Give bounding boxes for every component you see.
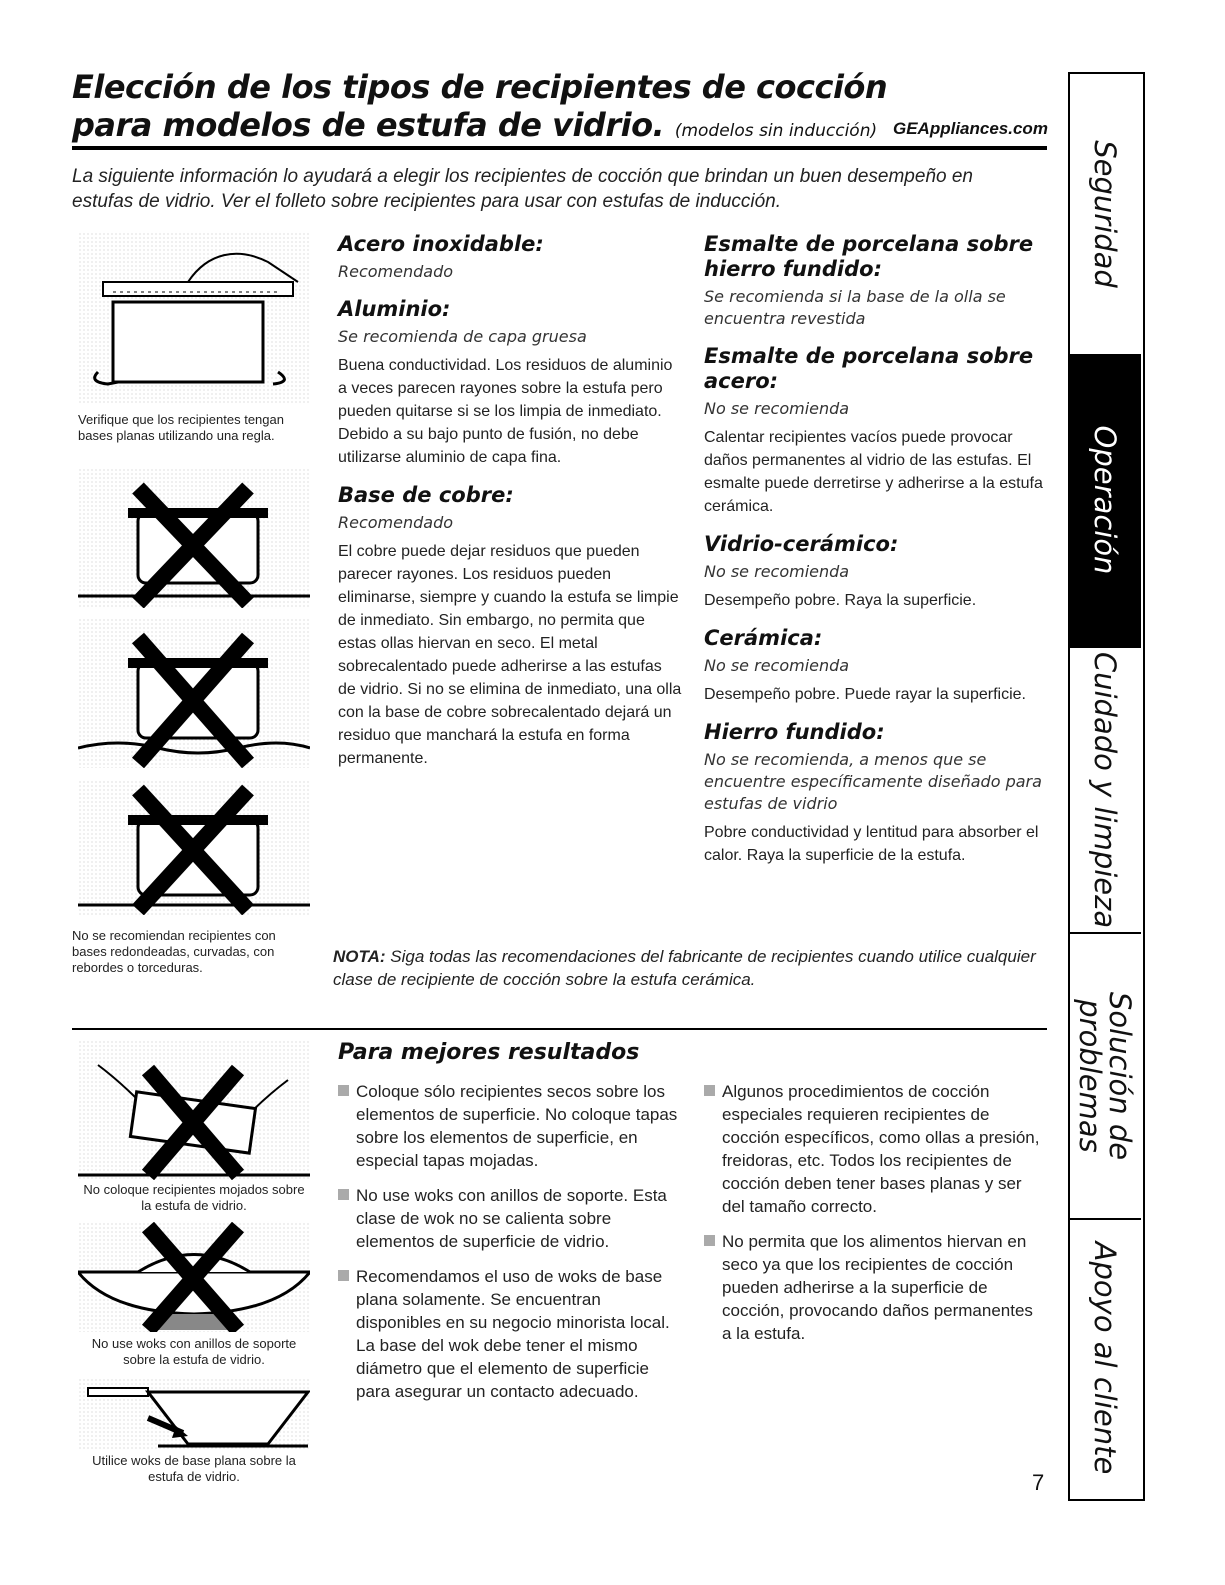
bullet-text: Recomendamos el uso de woks de base plana solamente. Se encuentran disponibles en su negocio minorista local. La base del wok debe tener el mismo diámetro que el elemento de superficie para asegurar un contacto adecuado. xyxy=(356,1267,670,1401)
caption-flat-wok: Utilice woks de base plana sobre la estufa de vidrio. xyxy=(92,1453,296,1484)
pot-crossed-icon xyxy=(78,780,310,915)
wet-pan-illustration xyxy=(78,1040,310,1180)
material-body: Pobre conductividad y lentitud para absorber el calor. Raya la superficie de la estufa. xyxy=(704,824,1039,864)
bullet-text: Coloque sólo recipientes secos sobre los elementos de superficie. No coloque tapas sobre los elementos de superficie, en especial tapas mojadas. xyxy=(356,1082,678,1170)
intro-text: La siguiente información lo ayudará a elegir los recipientes de cocción que brindan un buen desempeño en estufas de vidrio. Ver el folleto sobre recipientes para usar con estufas de inducción. xyxy=(72,166,973,212)
tab-apoyo[interactable] xyxy=(1068,1220,1141,1495)
page-title xyxy=(72,68,887,150)
wet-pan-crossed-icon xyxy=(78,1040,310,1180)
section-rule xyxy=(72,1028,1047,1030)
material-ceramic xyxy=(704,626,1049,706)
material-recommendation: Se recomienda si la base de la olla se encuentra revestida xyxy=(704,287,1006,328)
list-item xyxy=(338,1265,683,1403)
note-label: NOTA: xyxy=(333,947,386,966)
site-link[interactable]: GEAppliances.com xyxy=(893,119,1048,138)
material-stainless xyxy=(338,232,683,283)
note-text: Siga todas las recomendaciones del fabricante de recipientes cuando utilice cualquier clase de recipiente de cocción sobre la estufa cerámica. xyxy=(333,947,1036,989)
material-heading: Base de cobre: xyxy=(338,483,514,507)
material-glass-ceramic xyxy=(704,532,1049,612)
bullet-text: No use woks con anillos de soporte. Esta clase de wok no se calienta sobre elementos de superficie de vidrio. xyxy=(356,1186,667,1251)
material-body: El cobre puede dejar residuos que pueden parecer rayones. Los residuos pueden eliminarse, siempre y cuando la estufa se limpie de inmediato. Sin embargo, no permita que estas ollas hiervan en seco. El metal sobrecalentado puede adherirse a las estufas de vidrio. Si no se elimina de inmediato, una olla con la base de cobre sobrecalentado dejará un residuo que manchará la estufa en forma permanente. xyxy=(338,543,682,767)
material-recommendation: Recomendado xyxy=(338,262,454,281)
material-heading: Cerámica: xyxy=(704,626,823,650)
material-recommendation: No se recomienda xyxy=(704,399,850,418)
material-heading: Vidrio-cerámico: xyxy=(704,532,899,556)
tab-label: Cuidado y limpieza xyxy=(1087,651,1122,929)
note xyxy=(333,945,1048,991)
rounded-pot-illustration xyxy=(78,468,310,608)
title-line-2: para modelos de estufa de vidrio. xyxy=(72,106,665,144)
material-heading: Aluminio: xyxy=(338,297,451,321)
bullet-icon xyxy=(704,1235,715,1246)
tab-seguridad[interactable] xyxy=(1068,74,1141,354)
material-recommendation: No se recomienda xyxy=(704,656,850,675)
best-results-heading: Para mejores resultados xyxy=(338,1040,640,1065)
tab-label: Seguridad xyxy=(1087,140,1122,288)
tab-operacion[interactable] xyxy=(1068,354,1141,646)
material-enamel-steel xyxy=(704,344,1049,518)
material-heading: Hierro fundido: xyxy=(704,720,885,744)
pot-crossed-icon xyxy=(78,618,310,768)
caption-wok-ring: No use woks con anillos de soporte sobre la estufa de vidrio. xyxy=(91,1336,297,1367)
best-results-left xyxy=(338,1080,683,1415)
bullet-icon xyxy=(338,1189,349,1200)
material-body: Desempeño pobre. Raya la superficie. xyxy=(704,592,977,609)
title-subtitle: (modelos sin inducción) xyxy=(674,121,878,141)
material-recommendation: Se recomienda de capa gruesa xyxy=(338,327,587,346)
bullet-text: No permita que los alimentos hiervan en seco ya que los recipientes de cocción pueden adherirse a la superficie de cocción, provocando daños permanentes a la estufa. xyxy=(722,1232,1033,1343)
page-number: 7 xyxy=(1032,1470,1045,1495)
caption-wet-pan: No coloque recipientes mojados sobre la estufa de vidrio. xyxy=(83,1182,305,1213)
right-materials-column xyxy=(704,232,1049,881)
ruler-illustration xyxy=(78,232,310,404)
best-results-right xyxy=(704,1080,1044,1357)
material-enamel-iron xyxy=(704,232,1049,330)
bullet-icon xyxy=(338,1270,349,1281)
material-body: Calentar recipientes vacíos puede provocar daños permanentes al vidrio de las estufas. El esmalte puede derretirse y adherirse a la estufa cerámica. xyxy=(704,429,1043,515)
material-cast-iron xyxy=(704,720,1049,867)
header-rule xyxy=(72,146,1047,150)
material-aluminum xyxy=(338,297,683,469)
list-item xyxy=(704,1230,1044,1345)
pot-crossed-icon xyxy=(78,468,310,608)
material-heading: Esmalte de porcelana sobre hierro fundido: xyxy=(704,232,1034,281)
flat-wok-illustration xyxy=(78,1378,310,1450)
tab-label: Apoyo al cliente xyxy=(1087,1241,1122,1474)
caption-ruler: Verifique que los recipientes tengan bases planas utilizando una regla. xyxy=(78,412,284,443)
material-recommendation: Recomendado xyxy=(338,513,454,532)
material-heading: Acero inoxidable: xyxy=(338,232,544,256)
warped-pot-illustration xyxy=(78,618,310,768)
flat-wok-icon xyxy=(78,1378,310,1450)
tab-cuidado[interactable] xyxy=(1068,646,1141,934)
material-copper xyxy=(338,483,683,770)
pot-ruler-icon xyxy=(78,232,310,404)
wok-ring-crossed-icon xyxy=(78,1222,310,1332)
left-materials-column xyxy=(338,232,683,784)
list-item xyxy=(338,1184,683,1253)
title-line-1: Elección de los tipos de recipientes de cocción xyxy=(72,68,888,106)
material-body: Buena conductividad. Los residuos de aluminio a veces parecen rayones sobre la estufa pero pueden quitarse si se los limpia de inmediato. Debido a su bajo punto de fusión, no debe utilizarse aluminio de capa fina. xyxy=(338,357,673,466)
list-item xyxy=(338,1080,683,1172)
bullet-icon xyxy=(704,1085,715,1096)
tab-label: Solución de problemas xyxy=(1072,991,1137,1161)
tab-solucion[interactable] xyxy=(1068,934,1141,1220)
list-item xyxy=(704,1080,1044,1218)
bullet-icon xyxy=(338,1085,349,1096)
wok-ring-illustration xyxy=(78,1222,310,1332)
caption-not-recommended: No se recomiendan recipientes con bases redondeadas, curvadas, con rebordes o torceduras. xyxy=(72,928,276,975)
bullet-text: Algunos procedimientos de cocción especiales requieren recipientes de cocción específicos, como ollas a presión, freidoras, etc. Todos los recipientes de cocción deben tener bases planas y ser del tamaño correcto. xyxy=(722,1082,1040,1216)
ridged-pot-illustration xyxy=(78,780,310,915)
tab-label: Operación xyxy=(1087,425,1122,575)
material-recommendation: No se recomienda, a menos que se encuentre específicamente diseñado para estufas de vidrio xyxy=(704,750,1042,813)
material-body: Desempeño pobre. Puede rayar la superficie. xyxy=(704,686,1026,703)
material-recommendation: No se recomienda xyxy=(704,562,850,581)
material-heading: Esmalte de porcelana sobre acero: xyxy=(704,344,1034,393)
